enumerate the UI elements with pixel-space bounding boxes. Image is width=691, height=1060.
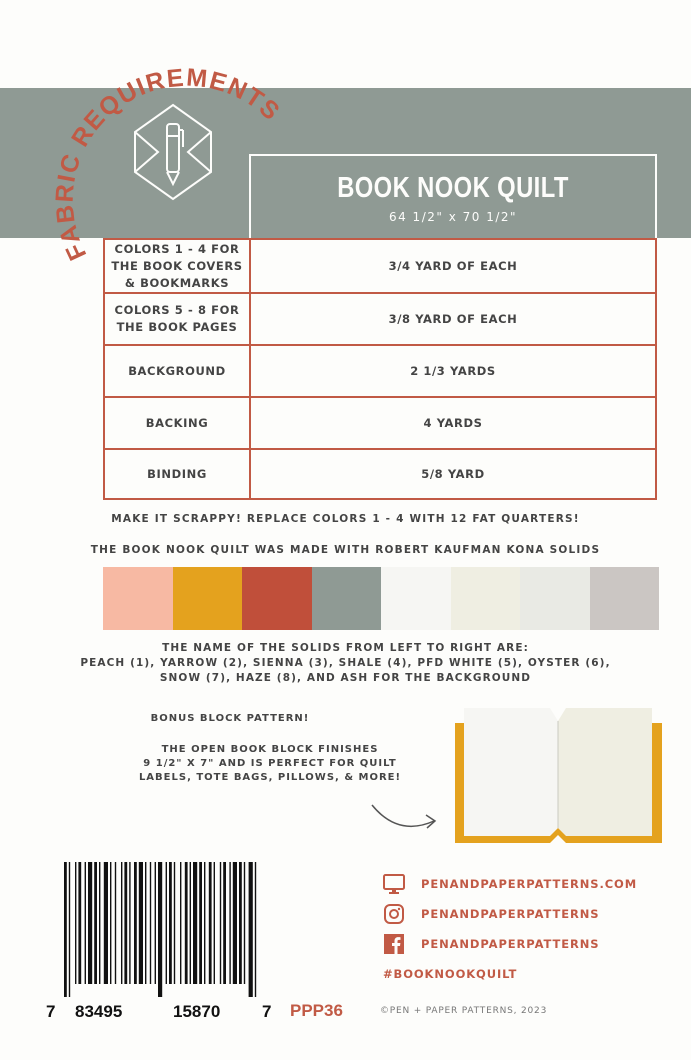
barcode-bar (214, 862, 215, 984)
fabric-amount: 3/8 YARD OF EACH (250, 293, 656, 345)
table-row (104, 293, 656, 345)
swatch-yarrow (173, 567, 243, 630)
barcode-digit: 7 (262, 1002, 272, 1021)
barcode-bar (85, 862, 86, 984)
website-text: PENANDPAPERPATTERNS.COM (421, 877, 638, 891)
table-row (104, 345, 656, 397)
barcode-bar (249, 862, 253, 997)
barcode-bar (193, 862, 197, 984)
fabric-item: COLORS 5 - 8 FOR THE BOOK PAGES (104, 293, 250, 345)
instagram-link[interactable] (383, 903, 599, 925)
fabric-requirements-table (103, 238, 657, 500)
barcode (60, 862, 260, 997)
facebook-icon (383, 933, 405, 955)
barcode-bar (204, 862, 205, 984)
barcode-bar (174, 862, 175, 984)
fabric-item: COLORS 1 - 4 FOR THE BOOK COVERS & BOOKMARKS (104, 239, 250, 293)
quilt-size: 64 1/2" x 70 1/2" (388, 210, 518, 224)
barcode-bar (190, 862, 191, 984)
swatch-peach (103, 567, 173, 630)
swatch-pfd-white (381, 567, 451, 630)
barcode-bar (229, 862, 230, 984)
copyright: ©PEN + PAPER PATTERNS, 2023 (380, 1006, 548, 1016)
barcode-bar (223, 862, 226, 984)
pen-diamond-logo-icon (132, 102, 214, 202)
barcode-bar (220, 862, 221, 984)
fabric-amount: 2 1/3 YARDS (250, 345, 656, 397)
barcode-bar (134, 862, 137, 984)
barcode-bar (99, 862, 100, 984)
fabric-amount: 4 YARDS (250, 397, 656, 449)
barcode-bar (180, 862, 181, 984)
barcode-bar (94, 862, 97, 984)
solid-names-line: SNOW (7), HAZE (8), AND ASH FOR THE BACKGROUND (159, 672, 532, 684)
barcode-bar (115, 862, 116, 984)
barcode-bar (150, 862, 151, 984)
barcode-bar (121, 862, 122, 984)
barcode-bar (69, 862, 70, 997)
fabric-item: BACKING (104, 397, 250, 449)
barcode-digit: 83495 (75, 1002, 123, 1021)
title-box (249, 154, 657, 238)
barcode-bar (145, 862, 146, 984)
barcode-bar (139, 862, 143, 984)
barcode-bar (104, 862, 108, 984)
solid-names-line: PEACH (1), YARROW (2), SIENNA (3), SHALE (4), PFD WHITE (5), OYSTER (6), (80, 657, 611, 669)
barcode-bar (239, 862, 242, 984)
barcode-bar (64, 862, 67, 997)
swatch-shale (312, 567, 382, 630)
table-row (104, 397, 656, 449)
curved-arrow-icon (368, 795, 443, 835)
swatch-snow (520, 567, 590, 630)
arc-title-text: FABRIC REQUIREMENTS (50, 63, 286, 265)
fabric-item: BACKGROUND (104, 345, 250, 397)
barcode-bar (158, 862, 162, 997)
swatch-haze (590, 567, 660, 630)
fabric-amount: 3/4 YARD OF EACH (250, 239, 656, 293)
bonus-heading: BONUS BLOCK PATTERN! (150, 713, 310, 724)
swatch-sienna (242, 567, 312, 630)
barcode-bar (185, 862, 188, 984)
table-row (104, 449, 656, 499)
bonus-line: LABELS, TOTE BAGS, PILLOWS, & MORE! (138, 772, 402, 783)
bonus-description (110, 743, 430, 785)
table-row (104, 239, 656, 293)
made-with-note: THE BOOK NOOK QUILT WAS MADE WITH ROBERT KAUFMAN KONA SOLIDS (90, 544, 601, 556)
open-book-block-illustration (455, 703, 662, 843)
barcode-bar (78, 862, 81, 984)
color-swatches (103, 567, 659, 630)
barcode-bar (255, 862, 256, 997)
barcode-bar (124, 862, 127, 984)
bonus-line: 9 1/2" X 7" AND IS PERFECT FOR QUILT (143, 758, 397, 769)
fabric-item: BINDING (104, 449, 250, 499)
barcode-digit: 15870 (173, 1002, 221, 1021)
fabric-amount: 5/8 YARD (250, 449, 656, 499)
barcode-digit: 7 (46, 1002, 56, 1021)
website-link[interactable] (383, 873, 637, 895)
quilt-title: BOOK NOOK QUILT (337, 172, 569, 204)
barcode-bar (166, 862, 167, 984)
barcode-bar (110, 862, 111, 984)
barcode-bar (155, 862, 156, 984)
instagram-text: PENANDPAPERPATTERNS (421, 907, 600, 921)
facebook-link[interactable] (383, 933, 599, 955)
barcode-bar (199, 862, 202, 984)
facebook-text: PENANDPAPERPATTERNS (421, 937, 600, 951)
barcode-bar (244, 862, 245, 984)
barcode-bar (169, 862, 172, 984)
monitor-icon (383, 873, 405, 895)
barcode-bar (233, 862, 237, 984)
hashtag[interactable]: #BOOKNOOKQUILT (383, 967, 518, 981)
instagram-icon (383, 903, 405, 925)
barcode-bar (88, 862, 92, 984)
solid-names-line: THE NAME OF THE SOLIDS FROM LEFT TO RIGHT ARE: (162, 642, 529, 654)
barcode-bar (75, 862, 76, 984)
pattern-sku: PPP36 (290, 1001, 343, 1020)
scrappy-note: MAKE IT SCRAPPY! REPLACE COLORS 1 - 4 WITH 12 FAT QUARTERS! (111, 513, 580, 525)
bonus-line: THE OPEN BOOK BLOCK FINISHES (161, 744, 379, 755)
barcode-bar (129, 862, 130, 984)
solid-names (60, 641, 631, 686)
swatch-oyster (451, 567, 521, 630)
barcode-bar (209, 862, 212, 984)
